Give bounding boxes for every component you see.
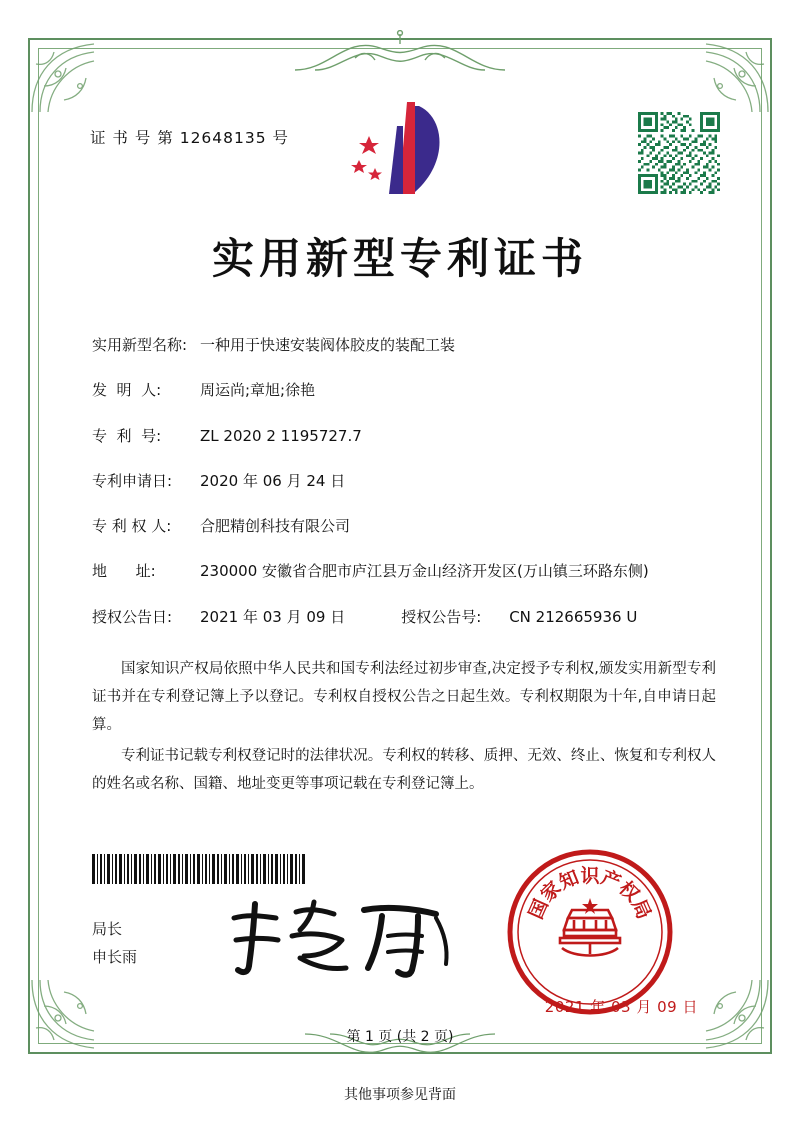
field-value: 2020 年 06 月 24 日 bbox=[200, 471, 346, 490]
field-label: 专 利 权 人: bbox=[92, 517, 172, 535]
qr-code-icon bbox=[638, 112, 720, 194]
field-label: 专利申请日: bbox=[92, 471, 173, 490]
announcement-date-label: 授权公告日: bbox=[92, 607, 173, 626]
field-application-date bbox=[92, 470, 730, 493]
svg-text:识: 识 bbox=[580, 865, 600, 888]
field-label: 实用新型名称: bbox=[92, 336, 188, 354]
cnipa-logo-icon bbox=[341, 96, 459, 200]
certificate-content bbox=[70, 90, 730, 1044]
header-row bbox=[70, 90, 730, 210]
page-title: 实用新型专利证书 bbox=[211, 234, 588, 283]
director-block bbox=[92, 916, 137, 972]
field-utility-model-name bbox=[92, 334, 730, 357]
svg-text:权: 权 bbox=[614, 877, 644, 907]
barcode-icon bbox=[92, 854, 306, 884]
field-label: 专 利 号: bbox=[92, 426, 162, 445]
page-indicator: 第 1 页 (共 2 页) bbox=[346, 1029, 454, 1045]
field-value: ZL 2020 2 1195727.7 bbox=[200, 426, 362, 445]
signature-area bbox=[70, 854, 730, 1044]
svg-text:产: 产 bbox=[598, 866, 624, 894]
handwritten-signature bbox=[222, 896, 462, 980]
announcement-number-label: 授权公告号: bbox=[401, 607, 482, 626]
field-value: 一种用于快速安装阀体胶皮的装配工装 bbox=[200, 336, 456, 354]
field-inventors bbox=[92, 379, 730, 402]
seal-date: 2021 年 03 月 09 日 bbox=[544, 998, 698, 1017]
field-patentee bbox=[92, 515, 730, 538]
certificate-number: 证 书 号 第 12648135 号 bbox=[90, 129, 290, 147]
top-ornament bbox=[285, 30, 515, 76]
field-value: 合肥精创科技有限公司 bbox=[200, 517, 351, 535]
director-name: 申长雨 bbox=[92, 947, 138, 966]
field-announcement bbox=[92, 606, 730, 629]
legal-paragraph-2: 专利证书记载专利权登记时的法律状况。专利权的转移、质押、无效、终止、恢复和专利权人的姓名或名称、国籍、地址变更等事项记载在专利登记簿上。 bbox=[92, 747, 716, 792]
director-title: 局长 bbox=[92, 920, 123, 939]
fields-list bbox=[70, 334, 730, 629]
field-value: 周运尚;章旭;徐艳 bbox=[200, 381, 316, 400]
back-note: 其他事项参见背面 bbox=[344, 1087, 456, 1103]
svg-text:家: 家 bbox=[536, 877, 566, 907]
legal-paragraph-1: 国家知识产权局依照中华人民共和国专利法经过初步审查,决定授予专利权,颁发实用新型专利证书并在专利登记簿上予以登记。专利权自授权公告之日起生效。专利权期限为十年,自申请日起算。 bbox=[92, 660, 716, 734]
svg-text:局: 局 bbox=[627, 896, 656, 923]
field-label: 发 明 人: bbox=[92, 381, 162, 400]
legal-text bbox=[70, 655, 730, 798]
svg-text:知: 知 bbox=[556, 866, 582, 894]
official-seal bbox=[502, 844, 678, 1020]
field-patent-number bbox=[92, 425, 730, 448]
announcement-number-value: CN 212665936 U bbox=[509, 607, 638, 626]
field-label: 地 址: bbox=[92, 562, 156, 581]
field-address bbox=[92, 560, 730, 583]
announcement-date-value: 2021 年 03 月 09 日 bbox=[200, 607, 346, 626]
field-value: 230000 安徽省合肥市庐江县万金山经济开发区(万山镇三环路东侧) bbox=[200, 562, 649, 581]
svg-text:国: 国 bbox=[524, 896, 553, 923]
